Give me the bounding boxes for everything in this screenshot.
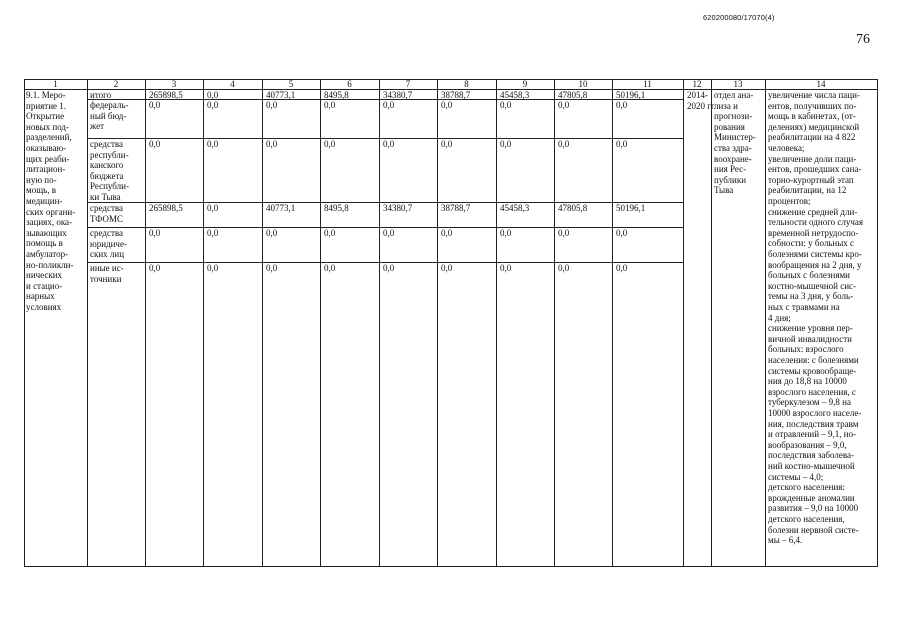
expected-result-line: больных: взрослого: [768, 344, 844, 355]
expected-result-line: населения: с болезнями: [768, 355, 859, 365]
expected-result-line: делениях) медицинской: [768, 121, 860, 132]
funding-source-label: республи-: [90, 149, 129, 160]
expected-result-line: туберкулезом – 9,8 на: [768, 397, 851, 408]
funding-value: 38788,7: [441, 90, 471, 100]
funding-value: 0,0: [616, 263, 628, 273]
expected-result-line: ния, последствия травм: [768, 418, 859, 429]
expected-result-line: 4 дня;: [768, 312, 791, 323]
column-number: 7: [405, 79, 411, 89]
funding-value: 265898,5: [149, 203, 183, 213]
executor-line: прогнози-: [714, 111, 753, 122]
expected-result-line: ных с травмами на: [768, 302, 840, 312]
funding-source-label: итого: [90, 90, 112, 100]
funding-value: 0,0: [266, 139, 278, 149]
table-column-border: [379, 79, 380, 567]
column-number: 1: [53, 79, 58, 89]
funding-source-label: средства: [90, 139, 124, 149]
funding-source-label: федераль-: [90, 100, 129, 110]
funding-value: 0,0: [383, 263, 395, 273]
funding-value: 0,0: [266, 263, 278, 273]
funding-value: 0,0: [324, 263, 336, 273]
expected-result-line: системы кровообраще-: [768, 365, 857, 376]
measure-title-line: оказываю-: [26, 143, 67, 153]
measure-title-line: нических: [26, 270, 63, 281]
funding-value: 0,0: [207, 228, 219, 238]
expected-result-line: мы – 6,4.: [768, 535, 803, 546]
funding-value: 0,0: [616, 100, 628, 110]
funding-source-label: ный бюд-: [90, 110, 127, 121]
expected-result-line: болезнями системы кро-: [768, 249, 862, 259]
column-number: 9: [522, 79, 528, 89]
column-number: 8: [464, 79, 469, 89]
column-number: 3: [171, 79, 177, 89]
expected-result-line: ний костно-мышечной: [768, 461, 855, 471]
funding-value: 0,0: [441, 263, 453, 273]
funding-value: 0,0: [616, 139, 628, 149]
funding-value: 0,0: [500, 139, 512, 149]
funding-value: 8495,8: [324, 90, 349, 100]
funding-value: 0,0: [207, 263, 219, 273]
expected-result-line: системы – 4,0;: [768, 471, 824, 482]
expected-result-line: собности: у больных с: [768, 238, 855, 249]
funding-value: 0,0: [207, 90, 219, 100]
funding-value: 0,0: [266, 100, 278, 110]
funding-value: 0,0: [558, 100, 570, 110]
funding-value: 40773,1: [266, 203, 296, 213]
page-number: 76: [856, 32, 870, 47]
expected-result-line: снижение уровня пер-: [768, 323, 853, 334]
funding-source-label: жет: [90, 121, 105, 132]
column-number: 14: [816, 79, 826, 89]
table-column-border: [612, 79, 613, 567]
funding-value: 45458,3: [500, 203, 530, 213]
funding-value: 0,0: [500, 100, 512, 110]
funding-value: 0,0: [207, 203, 219, 213]
funding-value: 0,0: [149, 228, 161, 238]
funding-source-label: точники: [90, 273, 122, 284]
funding-value: 0,0: [441, 139, 453, 149]
measure-title-line: зывающих: [26, 227, 67, 238]
expected-result-line: реабилитации, на 12: [768, 185, 847, 196]
measure-title-line: Открытие: [26, 111, 65, 122]
funding-source-label: бюджета: [90, 170, 124, 181]
funding-value: 47805,8: [558, 203, 588, 213]
expected-result-line: вообращения на 2 дня, у: [768, 259, 862, 270]
measure-title-line: литацион-: [26, 164, 66, 175]
column-number: 4: [230, 79, 235, 89]
table-column-border: [877, 79, 878, 567]
expected-result-line: взрослого населения, с: [768, 386, 856, 397]
column-number: 5: [288, 79, 294, 89]
funding-value: 0,0: [616, 228, 628, 238]
expected-result-line: детского населения:: [768, 482, 845, 493]
expected-result-line: детского населения,: [768, 514, 845, 524]
table-column-border: [496, 79, 497, 567]
measure-title-line: амбулатор-: [26, 249, 69, 259]
executor-line: публики: [714, 174, 747, 185]
funding-source-label: средства: [90, 228, 124, 238]
expected-result-line: временной нетрудоспо-: [768, 227, 859, 238]
funding-value: 0,0: [207, 100, 219, 110]
expected-result-line: снижение средней дли-: [768, 206, 858, 217]
measure-title-line: нарных: [26, 291, 55, 302]
measure-title-line: разделений,: [26, 132, 72, 143]
measure-title-line: мощь, в: [26, 185, 56, 196]
expected-result-line: темы на 3 дня, у боль-: [768, 291, 854, 302]
expected-result-line: вичной инвалидности: [768, 333, 852, 344]
measure-title-line: ную по-: [26, 174, 57, 185]
executor-line: Министер-: [714, 132, 756, 143]
table-column-border: [262, 79, 263, 567]
measure-title-line: приятие 1.: [26, 100, 67, 111]
measure-title-line: новых под-: [26, 121, 69, 132]
funding-value: 0,0: [149, 100, 161, 110]
expected-result-line: торно-курортный этап: [768, 174, 854, 185]
program-table: [24, 79, 877, 567]
funding-value: 38788,7: [441, 203, 471, 213]
expected-result-line: врожденные аномалии: [768, 492, 855, 503]
funding-source-label: средства: [90, 203, 124, 213]
expected-result-line: увеличение числа паци-: [768, 90, 860, 100]
funding-value: 50196,1: [616, 203, 646, 213]
measure-title-line: условиях: [26, 302, 62, 312]
funding-value: 0,0: [500, 263, 512, 273]
table-border-bottom: [24, 566, 877, 567]
funding-value: 0,0: [383, 228, 395, 238]
column-number: 10: [578, 79, 588, 89]
funding-source-label: иные ис-: [90, 263, 124, 273]
expected-result-line: последствия заболева-: [768, 450, 854, 461]
funding-value: 0,0: [324, 228, 336, 238]
expected-result-line: ния до 18,8 на 10000: [768, 376, 847, 387]
table-column-border: [683, 79, 684, 567]
table-column-border: [87, 79, 88, 567]
executor-line: ства здра-: [714, 143, 752, 153]
executor-line: ния Рес-: [714, 164, 747, 175]
table-column-border: [437, 79, 438, 567]
funding-value: 0,0: [149, 139, 161, 149]
expected-result-line: реабилитации на 4 822: [768, 132, 856, 143]
funding-value: 50196,1: [616, 90, 646, 100]
funding-value: 0,0: [558, 228, 570, 238]
table-column-border: [554, 79, 555, 567]
period-line: 2014-: [687, 90, 708, 100]
column-number: 12: [692, 79, 702, 89]
expected-result-line: ентов, прошедших сана-: [768, 164, 862, 175]
executor-line: лиза и: [714, 100, 738, 111]
expected-result-line: ентов, получивших по-: [768, 100, 857, 111]
funding-value: 0,0: [558, 263, 570, 273]
expected-result-line: болезни нервной систе-: [768, 524, 859, 535]
funding-value: 265898,5: [149, 90, 183, 100]
measure-title-line: зациях, ока-: [26, 217, 73, 228]
expected-result-line: человека;: [768, 143, 805, 153]
measure-title-line: помощь в: [26, 238, 63, 249]
funding-value: 0,0: [266, 228, 278, 238]
table-column-border: [711, 79, 712, 567]
executor-line: рования: [714, 121, 745, 132]
funding-value: 34380,7: [383, 203, 413, 213]
expected-result-line: и отравлений – 9,1, но-: [768, 429, 857, 440]
table-column-border: [24, 79, 25, 567]
funding-value: 8495,8: [324, 203, 349, 213]
funding-value: 0,0: [149, 263, 161, 273]
expected-result-line: костно-мышечной сис-: [768, 280, 857, 291]
funding-value: 0,0: [383, 139, 395, 149]
funding-value: 40773,1: [266, 90, 296, 100]
expected-result-line: мощь в кабинетах, (от-: [768, 111, 856, 122]
column-number: 6: [347, 79, 352, 89]
measure-title-line: и стацио-: [26, 280, 63, 291]
funding-value: 0,0: [383, 100, 395, 110]
funding-source-label: Республи-: [90, 181, 129, 192]
measure-title-line: но-поликли-: [26, 259, 74, 270]
funding-source-label: юридиче-: [90, 238, 127, 249]
funding-source-label: ских лиц: [90, 249, 125, 260]
executor-line: Тыва: [714, 185, 734, 196]
funding-value: 0,0: [324, 139, 336, 149]
expected-result-line: 10000 взрослого населе-: [768, 408, 862, 418]
measure-title-line: щих реаби-: [26, 153, 70, 164]
measure-title-line: медицин-: [26, 196, 63, 206]
funding-source-label: ки Тыва: [90, 192, 121, 202]
expected-result-line: вообразования – 9,0,: [768, 439, 847, 450]
funding-source-label: ТФОМС: [90, 213, 124, 224]
column-number: 11: [643, 79, 652, 89]
funding-value: 47805,8: [558, 90, 588, 100]
column-number: 2: [113, 79, 119, 89]
measure-title-line: ских органи-: [26, 206, 76, 217]
measure-title-line: 9.1. Меро-: [26, 90, 66, 100]
expected-result-line: развития – 9,0 на 10000: [768, 503, 859, 514]
expected-result-line: тельности одного случая: [768, 217, 864, 228]
funding-value: 0,0: [324, 100, 336, 110]
table-column-border: [765, 79, 766, 567]
expected-result-line: процентов;: [768, 196, 811, 206]
expected-result-line: увеличение доли паци-: [768, 153, 857, 164]
executor-line: отдел ана-: [714, 90, 754, 100]
funding-value: 34380,7: [383, 90, 413, 100]
document-id: 620200080/17070(4): [703, 13, 775, 22]
period-line: 2020 гг.: [687, 100, 716, 111]
expected-result-line: больных с болезнями: [768, 270, 850, 281]
executor-line: воохране-: [714, 153, 752, 164]
funding-value: 0,0: [207, 139, 219, 149]
funding-value: 45458,3: [500, 90, 530, 100]
funding-source-label: канского: [90, 160, 124, 171]
funding-value: 0,0: [500, 228, 512, 238]
funding-value: 0,0: [558, 139, 570, 149]
funding-value: 0,0: [441, 100, 453, 110]
table-column-border: [320, 79, 321, 567]
table-column-border: [145, 79, 146, 567]
funding-value: 0,0: [441, 228, 453, 238]
column-number: 13: [733, 79, 743, 89]
table-column-border: [203, 79, 204, 567]
